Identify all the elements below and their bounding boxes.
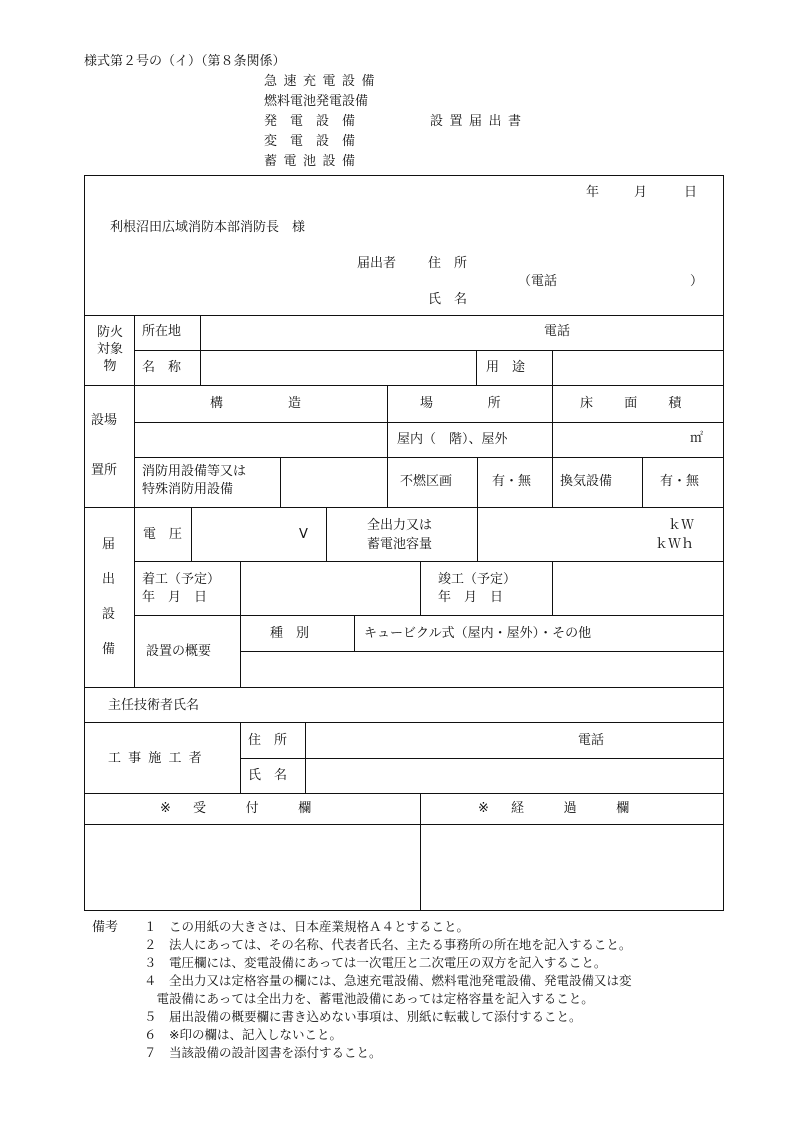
fire-equipment-label-1: 消防用設備等又は [142, 464, 247, 479]
col-divider [476, 350, 477, 385]
fire-target-group-text: 防火対象物 [96, 325, 123, 374]
reception-column-label: ※ 受 付 欄 [160, 801, 316, 816]
place-group-label-1: 設場 [91, 413, 118, 428]
note-item: ７ 当該設備の設計図書を添付すること。 [144, 1045, 382, 1060]
type-value[interactable]: キュービクル式（屋内・屋外）・その他 [364, 626, 592, 641]
notifier-name-label: 氏 名 [428, 292, 468, 307]
col-divider [326, 507, 327, 561]
col-divider [200, 315, 201, 385]
date-year-label: 年 [586, 185, 600, 200]
use-label: 用 途 [486, 360, 526, 375]
col-divider [354, 615, 355, 651]
contractor-phone-label: 電話 [578, 733, 605, 748]
col-divider [477, 507, 478, 561]
type-label: 種 別 [270, 626, 310, 641]
note-item: 電設備にあっては全出力を、蓄電池設備にあっては定格容量を記入すること。 [144, 991, 594, 1006]
col-divider [552, 385, 553, 457]
col-divider [552, 350, 553, 385]
equipment-group-label-3: 設 [102, 607, 116, 622]
ventilation-value[interactable]: 有・無 [660, 474, 700, 489]
notifier-phone-close: ） [690, 274, 704, 289]
col-divider [240, 722, 241, 793]
target-phone-label: 電話 [544, 324, 571, 339]
equipment-group-label-2: 出 [102, 572, 116, 587]
start-label: 着工（予定） [142, 572, 221, 587]
floor-area-label: 床 面 積 [580, 396, 691, 411]
place-group-label-2: 置所 [91, 463, 118, 478]
col-divider [420, 561, 421, 615]
contractor-name-label: 氏 名 [248, 768, 288, 783]
place-label: 場 所 [420, 396, 505, 411]
col-divider [191, 507, 192, 561]
kw-unit: ｋＷ [668, 518, 695, 533]
row-divider [134, 350, 724, 351]
row-divider [84, 315, 724, 316]
equipment-type-quick-charger: 急速充電設備 [264, 74, 382, 89]
indoor-outdoor-label: 屋内（ 階）、屋外 [397, 432, 508, 447]
fireproof-label: 不燃区画 [400, 474, 453, 489]
row-divider [84, 507, 724, 508]
sqm-unit: ㎡ [690, 431, 704, 446]
note-item: ５ 届出設備の概要欄に書き込めない事項は、別紙に転載して添付すること。 [144, 1009, 582, 1024]
equipment-type-fuel-cell: 燃料電池発電設備 [264, 94, 369, 109]
structure-label: 構 造 [210, 396, 308, 411]
note-item: １ この用紙の大きさは、日本産業規格Ａ４とすること。 [144, 919, 470, 934]
output-label-1: 全出力又は [367, 518, 433, 533]
notifier-label: 届出者 [357, 256, 397, 271]
row-divider [84, 793, 724, 794]
col-divider [387, 385, 388, 507]
equipment-group-label-1: 届 [102, 537, 116, 552]
contractor-address-label: 住 所 [248, 733, 288, 748]
row-divider [84, 687, 724, 688]
form-number: 様式第２号の（イ）（第８条関係） [84, 54, 286, 69]
note-item: ２ 法人にあっては、その名称、代表者氏名、主たる事務所の所在地を記入すること。 [144, 937, 632, 952]
engineer-label: 主任技術者氏名 [108, 698, 200, 713]
row-divider [134, 422, 724, 423]
target-name-label: 名 称 [142, 360, 182, 375]
equipment-group-label-4: 備 [102, 642, 116, 657]
ventilation-label: 換気設備 [560, 474, 613, 489]
row-divider [134, 615, 724, 616]
outline-label: 設置の概要 [146, 644, 212, 659]
location-label: 所在地 [142, 324, 182, 339]
equipment-type-transformer: 変 電 設 備 [264, 134, 356, 149]
voltage-unit: V [299, 527, 308, 542]
fire-equipment-label-2: 特殊消防用設備 [142, 482, 234, 497]
row-divider [84, 385, 724, 386]
row-divider [84, 824, 724, 825]
row-divider [134, 561, 724, 562]
row-divider [240, 758, 724, 759]
fireproof-value[interactable]: 有・無 [492, 474, 532, 489]
kwh-unit: ｋＷｈ [655, 537, 695, 552]
finish-label: 竣工（予定） [438, 572, 517, 587]
note-item: ４ 全出力又は定格容量の欄には、急速充電設備、燃料電池発電設備、発電設備又は変 [144, 973, 632, 988]
col-divider [240, 561, 241, 687]
col-divider [552, 457, 553, 507]
fire-target-group-label [92, 324, 128, 375]
col-divider [280, 457, 281, 507]
document-title: 設置届出書 [430, 114, 528, 129]
contractor-label: 工事施工者 [108, 751, 209, 766]
row-divider [84, 722, 724, 723]
notifier-address-label: 住 所 [428, 256, 468, 271]
notifier-phone-label: （電話 [518, 274, 558, 289]
date-month-label: 月 [634, 185, 648, 200]
start-date: 年 月 日 [142, 590, 208, 605]
date-day-label: 日 [684, 185, 698, 200]
notes-heading: 備考 [92, 920, 119, 935]
col-divider [642, 457, 643, 507]
col-divider [552, 561, 553, 615]
addressee: 利根沼田広域消防本部消防長 様 [110, 220, 306, 235]
row-divider [240, 651, 724, 652]
finish-date: 年 月 日 [438, 590, 504, 605]
equipment-type-generator: 発 電 設 備 [264, 114, 356, 129]
col-divider [134, 315, 135, 687]
note-item: ６ ※印の欄は、記入しないこと。 [144, 1027, 342, 1042]
output-label-2: 蓄電池容量 [367, 537, 433, 552]
col-divider [420, 793, 421, 911]
progress-column-label: ※ 経 過 欄 [478, 801, 634, 816]
voltage-label: 電 圧 [143, 527, 183, 542]
note-item: ３ 電圧欄には、変電設備にあっては一次電圧と二次電圧の双方を記入すること。 [144, 955, 607, 970]
equipment-type-battery: 蓄電池設備 [264, 154, 362, 169]
row-divider [134, 457, 724, 458]
col-divider [305, 722, 306, 793]
col-divider [477, 457, 478, 507]
